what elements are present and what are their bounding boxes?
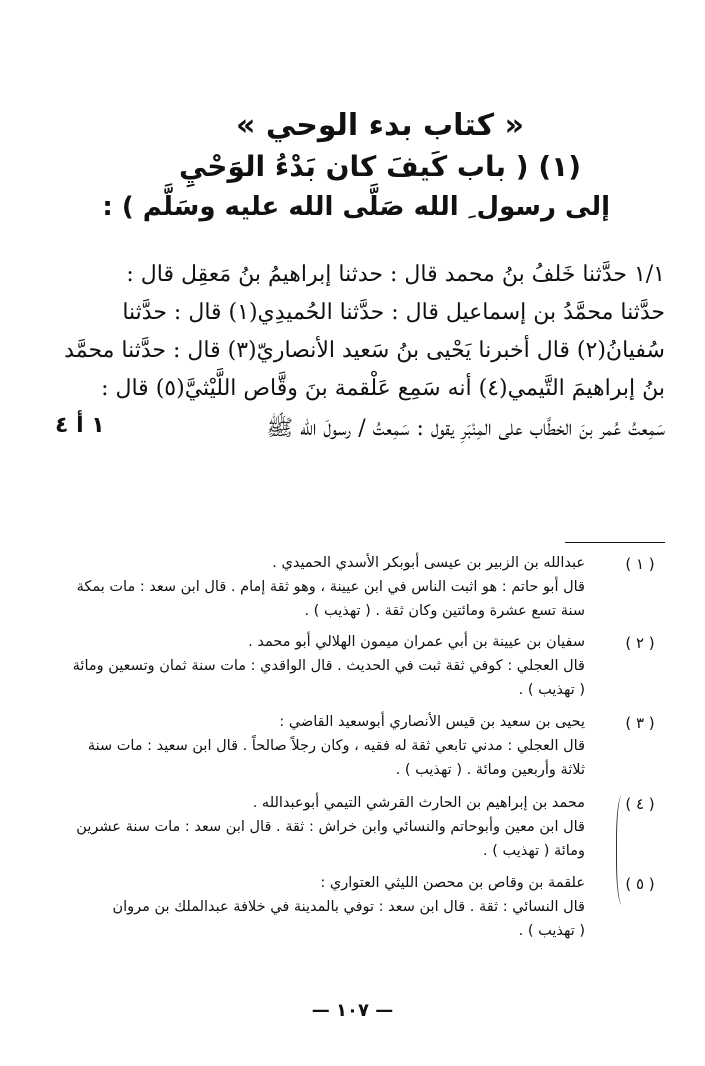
footnote-line: ( تهذيب ) . — [518, 682, 585, 698]
footnote-line: يحيى بن سعيد بن قيس الأنصاري أبوسعيد القاضي : — [279, 714, 585, 730]
footnote-line: قال العجلي : مدني تابعي ثقة له فقيه ، وكان رجلاً صالحاً . قال ابن سعيد : مات سنة — [87, 738, 585, 754]
footnote-line: قال النسائي : ثقة . قال ابن سعد : توفي بالمدينة في خلافة عبدالملك بن مروان — [112, 899, 585, 915]
footnote-5 — [25, 875, 665, 945]
footnote-line: عبدالله بن الزبير بن عيسى أبوبكر الأسدي الحميدي . — [272, 555, 585, 571]
footnote-4 — [25, 795, 665, 865]
footnote-line: علقمة بن وقاص بن محصن الليثي العتواري : — [320, 875, 585, 891]
manuscript-folio-mark: ١ أ ٤ — [55, 413, 105, 438]
footnote-number: ( ٢ ) — [625, 634, 655, 652]
page-number: — ١٠٧ — — [311, 1000, 394, 1021]
footnote-line: ثلاثة وأربعين ومائة . ( تهذيب ) . — [395, 762, 585, 778]
footnote-number: ( ١ ) — [625, 555, 655, 573]
footnote-divider — [565, 542, 665, 543]
hadith-text-line: ١/١ حدَّثنا خَلفُ بنُ محمد قال : حدثنا إبراهيمُ بنُ مَعقِل قال : — [126, 262, 665, 287]
book-title: « كتاب بدء الوحي » — [236, 108, 524, 143]
footnote-3 — [25, 714, 665, 784]
hadith-text-line: حدَّثنا محمَّدُ بن إسماعيل قال : حدَّثنا الحُميدِي(١) قال : حدَّثنا — [122, 300, 665, 325]
footnote-line: سنة تسع عشرة ومائتين وكان ثقة . ( تهذيب ) . — [304, 603, 585, 619]
footnote-number: ( ٥ ) — [625, 875, 655, 893]
footnote-line: ومائة ( تهذيب ) . — [483, 843, 585, 859]
footnote-line: محمد بن إبراهيم بن الحارث القرشي التيمي أبوعبدالله . — [252, 795, 585, 811]
footnote-line: ( تهذيب ) . — [518, 923, 585, 939]
footnote-number: ( ٣ ) — [625, 714, 655, 732]
chapter-subtitle: إلى رسول ِ الله صَلَّى الله عليه وسَلَّم ) : — [102, 192, 610, 222]
chapter-title: (١) ( باب كَيفَ كان بَدْءُ الوَحْيِ — [178, 150, 582, 183]
footnote-line: قال أبو حاتم : هو اثبت الناس في ابن عيينة ، وهو ثقة إمام . قال ابن سعد : مات بمكة — [76, 579, 585, 595]
margin-bracket — [616, 795, 631, 905]
hadith-text-line: سُفيانُ(٢) قال أخبرنا يَحْيى بنُ سَعيد الأنصاريّ(٣) قال : حدَّثنا محمَّد — [64, 338, 665, 363]
footnote-number: ( ٤ ) — [625, 795, 655, 813]
footnote-1 — [25, 555, 665, 625]
footnote-line: قال ابن معين وأبوحاتم والنسائي وابن خراش : ثقة . قال ابن سعد : مات سنة عشرين — [76, 819, 585, 835]
footnote-2 — [25, 634, 665, 704]
footnote-line: قال العجلي : كوفي ثقة ثبت في الحديث . قال الواقدي : مات سنة ثمان وتسعين ومائة — [72, 658, 585, 674]
footnote-line: سفيان بن عيينة بن أبي عمران ميمون الهلالي أبو محمد . — [248, 634, 585, 650]
hadith-text-line: بنُ إبراهيمَ التَّيمي(٤) أنه سَمِع عَلْقمة بنَ وقَّاص اللَّيْثيَّ(٥) قال : — [101, 376, 665, 401]
hadith-text-line: سَمِعتُ عُمر بنَ الخطَّاب على المِنْبَرِ يقول : سَمِعتُ / رسولَ الله ﷺ — [266, 416, 665, 441]
